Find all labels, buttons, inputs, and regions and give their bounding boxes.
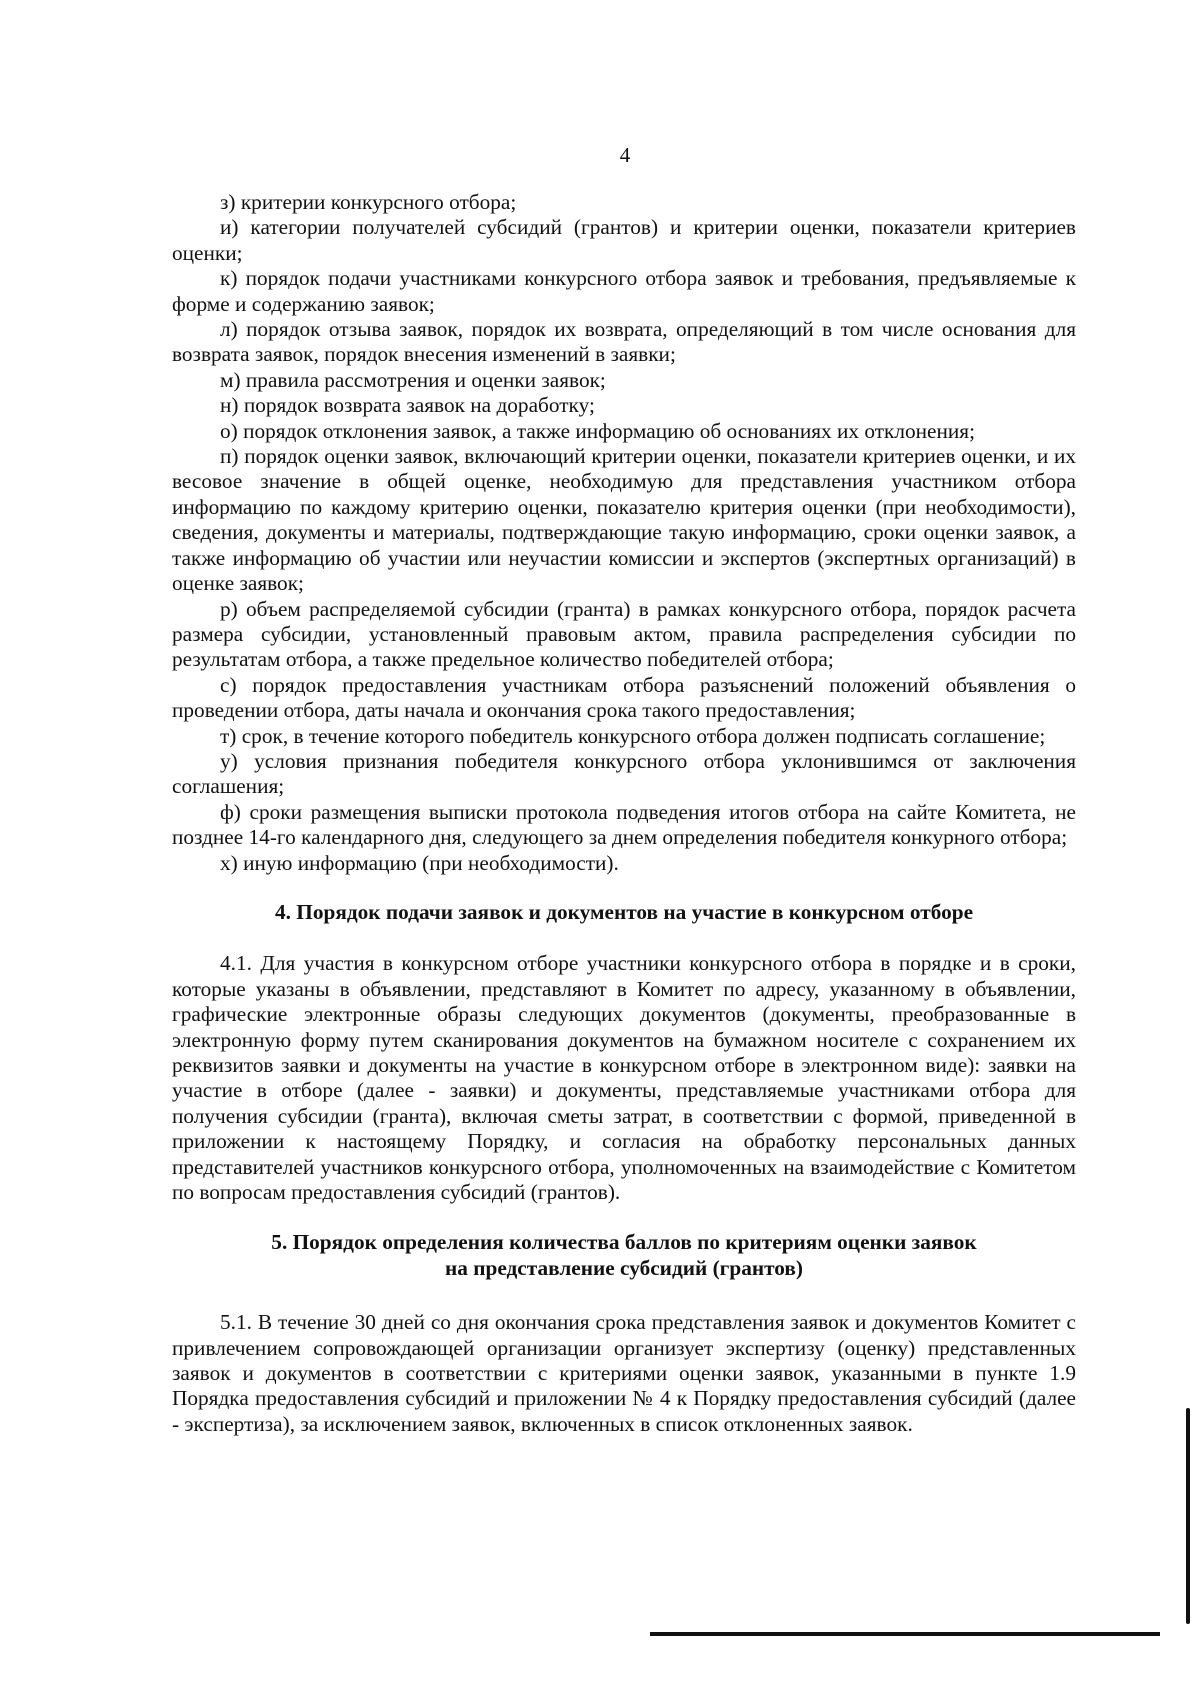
scan-bottom-line xyxy=(650,1632,1160,1636)
list-item-t: т) срок, в течение которого победитель конкурсного отбора должен подписать соглашение; xyxy=(220,723,1046,748)
section-5-heading-line2: на представление субсидий (грантов) xyxy=(444,1255,804,1280)
document-body xyxy=(172,190,1076,1437)
list-item-f: ф) сроки размещения выписки протокола подведения итогов отбора на сайте Комитета, не позднее 14-го календарного дня, следующего за днем определения победителя конкурного отбора; xyxy=(172,799,1076,850)
spacer xyxy=(172,876,1076,900)
list-item-p: п) порядок оценки заявок, включающий критерии оценки, показатели критериев оценки, и их весовое значение в общей оценке, необходимую для представления участником отбора информацию по каждому критерию оценки, показателю критерия оценки (при необходимости), сведения, документы и материалы, подтверждающие такую информацию, сроки оценки заявок, а также информацию об участии или неучастии комиссии и экспертов (экспертных организаций) в оценке заявок; xyxy=(172,444,1076,596)
section-4-heading: 4. Порядок подачи заявок и документов на участие в конкурсном отборе xyxy=(274,899,974,924)
list-item-h: х) иную информацию (при необходимости). xyxy=(220,850,619,875)
list-item-i: и) категории получателей субсидий (грантов) и критерии оценки, показатели критериев оценки; xyxy=(172,215,1076,265)
section-5-paragraph: 5.1. В течение 30 дней со дня окончания срока представления заявок и документов Комитет с привлечением сопровождающей организации организует экспертизу (оценку) представленных заявок и документов в соответствии с критериями оценки заявок, указанными в пункте 1.9 Порядка предоставления субсидий и приложении № 4 к Порядку предоставления субсидий (далее - экспертиза), за исключением заявок, включенных в список отклоненных заявок. xyxy=(172,1310,1076,1436)
page-number: 4 xyxy=(619,143,631,167)
list-item-m: м) правила рассмотрения и оценки заявок; xyxy=(220,367,606,392)
list-item-n: н) порядок возврата заявок на доработку; xyxy=(220,393,595,418)
list-item-l: л) порядок отзыва заявок, порядок их возврата, определяющий в том числе основания для возврата заявок, порядок внесения изменений в заявки; xyxy=(172,317,1076,367)
section-5-heading-line1: 5. Порядок определения количества баллов по критериям оценки заявок xyxy=(271,1230,977,1255)
list-item-r: р) объем распределяемой субсидии (гранта) в рамках конкурсного отбора, порядок расчета размера субсидии, установленный правовым актом, правила распределения субсидии по результатам отбора, а также предельное количество победителей отбора; xyxy=(172,596,1076,672)
list-item-s: с) порядок предоставления участникам отбора разъяснений положений объявления о проведении отбора, даты начала и окончания срока такого предоставления; xyxy=(172,672,1076,723)
spacer xyxy=(172,1281,1076,1310)
list-item-u: у) условия признания победителя конкурсного отбора уклонившимся от заключения соглашения; xyxy=(172,748,1076,799)
scan-edge-mark xyxy=(1186,1408,1190,1624)
spacer xyxy=(172,925,1076,951)
spacer xyxy=(172,1205,1076,1230)
list-item-z: з) критерии конкурсного отбора; xyxy=(220,190,517,214)
section-4-paragraph: 4.1. Для участия в конкурсном отборе участники конкурсного отбора в порядке и в сроки, которые указаны в объявлении, представляют в Комитет по адресу, указанному в объявлении, графические электронные образы следующих документов (документы, преобразованные в электронную форму путем сканирования документов на бумажном носителе с сохранением их реквизитов заявки и документы на участие в конкурсном отборе в электронном виде): заявки на участие в отборе (далее - заявки) и документы, представляемые участниками отбора для получения субсидии (гранта), включая сметы затрат, в соответствии с формой, приведенной в приложении к настоящему Порядку, и согласия на обработку персональных данных представителей участников конкурсного отбора, уполномоченных на взаимодействие с Комитетом по вопросам предоставления субсидий (грантов). xyxy=(172,951,1076,1205)
list-item-k: к) порядок подачи участниками конкурсного отбора заявок и требования, предъявляемые к форме и содержанию заявок; xyxy=(172,266,1076,316)
list-item-o: о) порядок отклонения заявок, а также информацию об основаниях их отклонения; xyxy=(220,418,976,443)
